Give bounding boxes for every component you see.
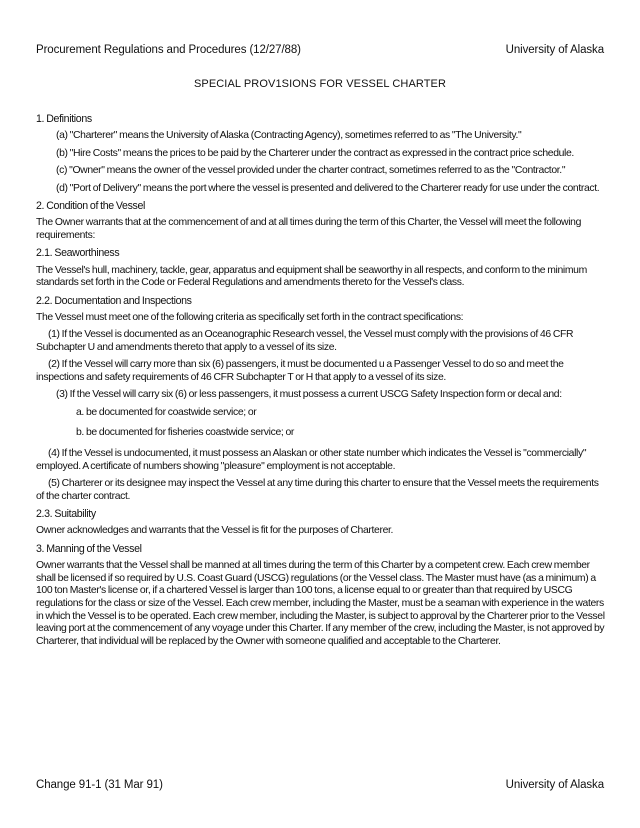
list-item: (4) If the Vessel is undocumented, it must possess an Alaskan or other state number which indicates the Vessel is "commercially" employed. A certificate of numbers showing "pleasure" employment is not acceptable. (36, 448, 587, 472)
definition-item: (d) "Port of Delivery" means the port where the vessel is presented and delivered to the Charterer ready for use under the contract. (56, 182, 600, 194)
sub-list-item: a. be documented for coastwide service; or (76, 406, 257, 418)
header-left: Procurement Regulations and Procedures (12/27/88) (36, 44, 301, 56)
page-header (36, 44, 604, 56)
document-body (36, 113, 606, 653)
document-title: SPECIAL PROV1SIONS FOR VESSEL CHARTER (193, 78, 447, 90)
definition-item: (c) "Owner" means the owner of the vessel provided under the charter contract, sometimes referred to as the "Contractor." (56, 165, 566, 177)
section-heading: 2.3. Suitability (36, 508, 96, 520)
sub-list-item: b. be documented for fisheries coastwide service; or (76, 427, 294, 439)
paragraph: Owner acknowledges and warrants that the Vessel is fit for the purposes of Charterer. (36, 525, 394, 537)
paragraph: The Owner warrants that at the commencement of and at all times during the term of this Charter, the Vessel will meet the following requirements: (36, 217, 582, 241)
section-heading: 2.2. Documentation and Inspections (36, 294, 192, 307)
section-heading: 2. Condition of the Vessel (36, 199, 146, 212)
footer-right: University of Alaska (505, 779, 604, 791)
paragraph: The Vessel's hull, machinery, tackle, gear, apparatus and equipment shall be seaworthy in all respects, and conform to the minimum standards set forth in the Code or Federal Regulations and amendments thereto for the Vessel's class. (36, 264, 587, 289)
section-heading: 3. Manning of the Vessel (36, 542, 142, 555)
list-item: (1) If the Vessel is documented as an Oceanographic Research vessel, the Vessel must comply with the provisions of 46 CFR Subchapter U and amendments thereto that apply to a vessel of its size. (36, 329, 574, 354)
list-item: (2) If the Vessel will carry more than six (6) passengers, it must be documented u a Passenger Vessel to do so and meet the inspections and safety requirements of 46 CFR Subchapter T or H that apply to a vessel of its size. (36, 359, 564, 384)
header-right: University of Alaska (505, 44, 604, 56)
list-item: (5) Charterer or its designee may inspect the Vessel at any time during this charter to ensure that the Vessel meets the requirements of the charter contract. (36, 478, 599, 502)
paragraph: The Vessel must meet one of the following criteria as specifically set forth in the contract specifications: (36, 312, 464, 324)
footer-left: Change 91-1 (31 Mar 91) (36, 779, 163, 791)
definition-item: (b) "Hire Costs" means the prices to be paid by the Charterer under the contract as expressed in the contract price schedule. (56, 147, 574, 159)
section-heading: 2.1. Seaworthiness (36, 247, 120, 260)
section-heading: 1. Definitions (36, 113, 92, 125)
paragraph: Owner warrants that the Vessel shall be manned at all times during the term of this Charter by a competent crew. Each crew member shall be licensed if so required by U.S. Coast Guard (USCG) regulations (or the Vessel class. The Master must have (as a minimum) a 100 ton Master's license or, if a chartered Vessel is larger than 100 tons, a license equal to or greater than that required by USCG regulations for the class or size of the Vessel. Each crew member, including the Master, must be a seaman with experience in the waters in which the Vessel is to be operated. Each crew member, including the Master, is subject to approval by the Charterer prior to the Vessel leaving port at the commencement of any voyage under this Charter. If any member of the crew, including the Master, is not approved by Charterer, that individual will be replaced by the Owner with someone qualified and acceptable to the Charterer. (36, 560, 605, 647)
page-footer (36, 779, 604, 791)
list-item: (3) If the Vessel will carry six (6) or less passengers, it must possess a current USCG Safety Inspection form or decal and: (56, 389, 562, 401)
definition-item: (a) "Charterer" means the University of Alaska (Contracting Agency), sometimes referred to as "The University." (56, 130, 522, 142)
